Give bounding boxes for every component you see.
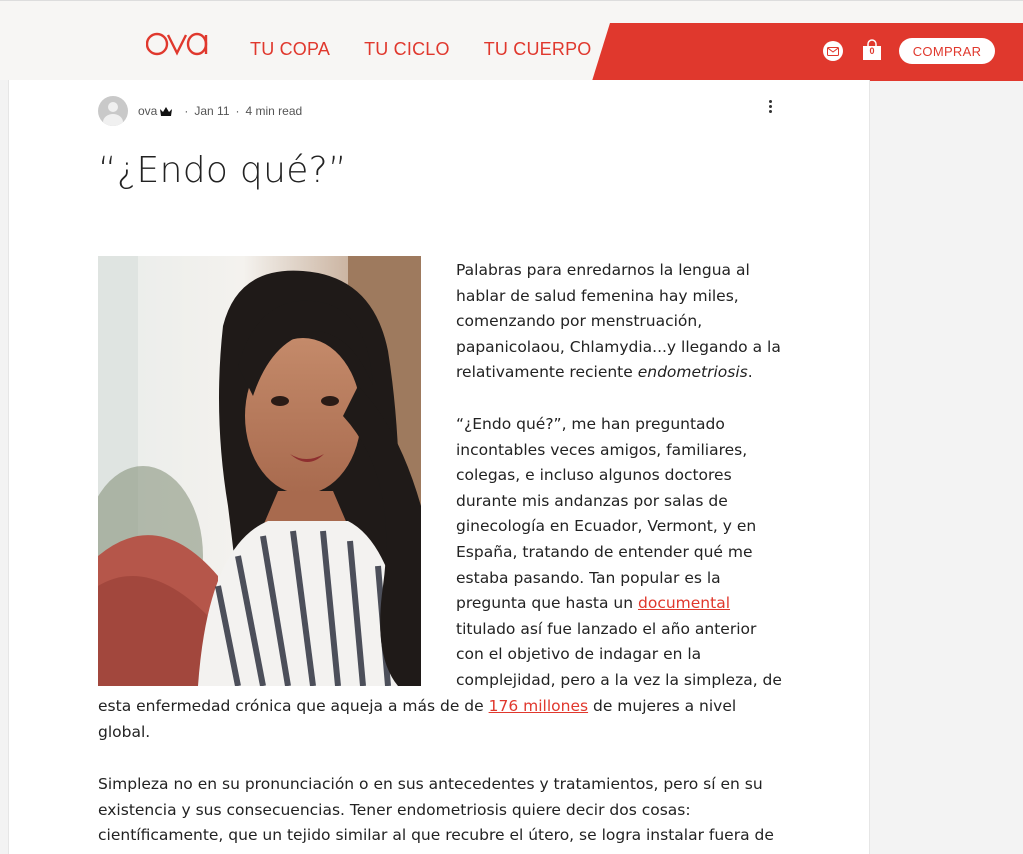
- author-name[interactable]: ova: [138, 104, 158, 118]
- text-line: esta enfermedad crónica que aqueja a más de de: [98, 697, 489, 715]
- paragraph-2-continued: [98, 694, 788, 745]
- text-line: relativamente reciente: [456, 363, 638, 382]
- text-line: Palabras para enredarnos la lengua al: [456, 261, 750, 279]
- text-line: incontables veces amigos, familiares,: [456, 440, 748, 459]
- main-nav: [250, 39, 592, 60]
- text-line: colegas, e incluso algunos doctores: [456, 466, 732, 485]
- nav-tu-copa[interactable]: TU COPA: [250, 39, 331, 59]
- 176-millones-link[interactable]: 176 millones: [488, 697, 589, 715]
- text-line: comenzando por menstruación,: [456, 312, 703, 331]
- text-line: .: [747, 363, 753, 382]
- paragraph-1: [456, 258, 796, 386]
- text-line: global.: [98, 722, 151, 741]
- site-header: [0, 0, 1023, 80]
- text-line: ginecología en Ecuador, Vermont, y en: [456, 517, 757, 536]
- site-logo[interactable]: [146, 31, 208, 63]
- paragraph-2: [456, 412, 796, 694]
- text-line: de mujeres a nivel: [588, 697, 737, 715]
- buy-button[interactable]: COMPRAR: [899, 38, 995, 64]
- text-line: científicamente, que un tejido similar al que recubre el útero, se logra instalar fuera de: [98, 826, 774, 845]
- ova-logo-icon: [146, 31, 208, 57]
- text-line: estaba pasando. Tan popular es la: [456, 568, 721, 587]
- read-time: 4 min read: [245, 104, 303, 118]
- text-line: complejidad, pero a la vez la simpleza, de: [456, 670, 782, 689]
- author-avatar[interactable]: [98, 96, 128, 126]
- nav-tu-ciclo[interactable]: TU CICLO: [364, 39, 450, 59]
- text-line: pregunta que hasta un: [456, 594, 638, 613]
- mail-icon[interactable]: [823, 41, 843, 61]
- more-options-icon[interactable]: [764, 100, 776, 120]
- text-line: Simpleza no en su pronunciación o en sus antecedentes y tratamientos, pero sí en su: [98, 775, 763, 793]
- nav-tu-cuerpo[interactable]: TU CUERPO: [483, 39, 592, 59]
- emphasis-endometriosis: endometriosis: [637, 363, 748, 382]
- text-line: España, tratando de entender qué me: [456, 542, 753, 561]
- text-line: papanicolaou, Chlamydia...y llegando a la: [456, 337, 781, 356]
- post-date: Jan 11: [194, 104, 230, 118]
- text-line: “¿Endo qué?”, me han preguntado: [456, 415, 725, 433]
- crown-icon: [160, 107, 172, 116]
- text-line: hablar de salud femenina hay miles,: [456, 286, 739, 305]
- paragraph-3: [98, 772, 788, 849]
- article-photo: [98, 256, 421, 686]
- meta-separator: ·: [184, 104, 189, 118]
- text-line: durante mis andanzas por salas de: [456, 491, 728, 510]
- documental-link[interactable]: documental: [638, 594, 731, 613]
- text-line: titulado así fue lanzado el año anterior: [456, 619, 757, 638]
- post-title: “¿Endo qué?”: [98, 150, 348, 191]
- meta-separator: ·: [235, 104, 240, 118]
- text-line: con el objetivo de indagar en la: [456, 645, 702, 664]
- text-line: existencia y sus consecuencias. Tener endometriosis quiere decir dos cosas:: [98, 800, 691, 819]
- cart-count: 0: [869, 46, 875, 56]
- post-meta: [98, 96, 302, 126]
